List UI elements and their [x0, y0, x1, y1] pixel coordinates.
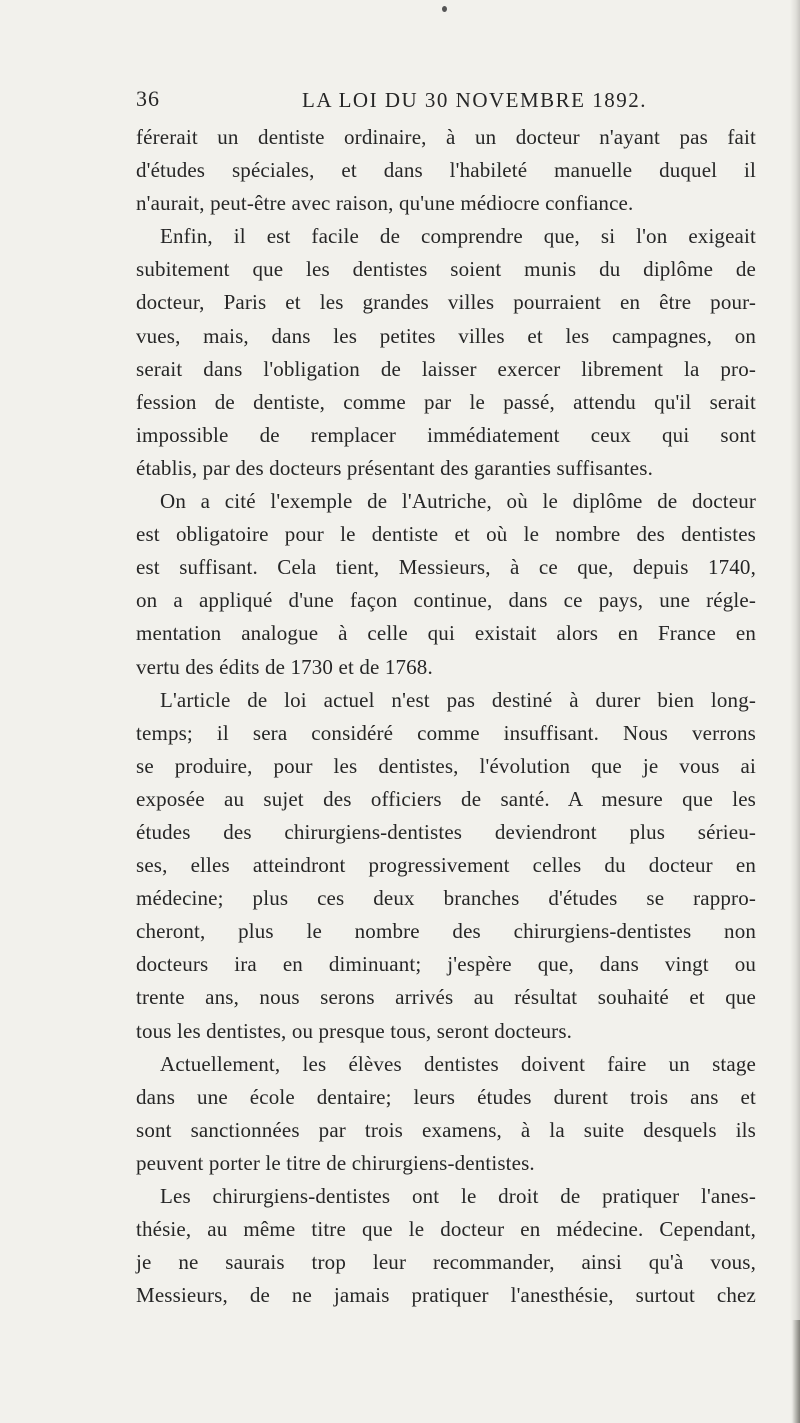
- text-line: dans une école dentaire; leurs études durent trois ans et: [136, 1084, 756, 1109]
- text-line: je ne saurais trop leur recommander, ainsi qu'à vous,: [136, 1250, 756, 1275]
- text-line: subitement que les dentistes soient munis du diplôme de: [136, 257, 756, 282]
- text-line: on a appliqué d'une façon continue, dans ce pays, une régle-: [136, 588, 756, 613]
- text-line: docteur, Paris et les grandes villes pourraient en être pour-: [136, 290, 756, 315]
- text-line: serait dans l'obligation de laisser exercer librement la pro-: [136, 356, 756, 381]
- text-line: Les chirurgiens-dentistes ont le droit de pratiquer l'anes-: [160, 1184, 756, 1208]
- page-number: 36: [136, 86, 160, 111]
- text-line: férerait un dentiste ordinaire, à un docteur n'ayant pas fait: [136, 125, 756, 149]
- text-line: exposée au sujet des officiers de santé. A mesure que les: [136, 786, 756, 811]
- text-line: n'aurait, peut-être avec raison, qu'une médiocre confiance.: [136, 191, 634, 216]
- body-text: [136, 121, 756, 1312]
- text-line: On a cité l'exemple de l'Autriche, où le diplôme de docteur: [160, 489, 756, 514]
- page-edge-shadow: [790, 0, 800, 1423]
- page-header: [136, 86, 736, 116]
- text-line: vertu des édits de 1730 et de 1768.: [136, 654, 433, 679]
- text-line: cheront, plus le nombre des chirurgiens-dentistes non: [136, 919, 756, 944]
- text-line: impossible de remplacer immédiatement ceux qui sont: [136, 422, 756, 447]
- text-line: est suffisant. Cela tient, Messieurs, à ce que, depuis 1740,: [136, 555, 756, 580]
- text-line: trente ans, nous serons arrivés au résultat souhaité et que: [136, 985, 756, 1010]
- text-line: Enfin, il est facile de comprendre que, si l'on exigeait: [160, 224, 756, 249]
- text-line: études des chirurgiens-dentistes deviendront plus sérieu-: [136, 819, 756, 844]
- text-line: établis, par des docteurs présentant des garanties suffisantes.: [136, 455, 653, 480]
- text-line: Actuellement, les élèves dentistes doivent faire un stage: [160, 1051, 756, 1076]
- text-line: médecine; plus ces deux branches d'études se rappro-: [136, 886, 756, 911]
- running-title: LA LOI DU 30 NOVEMBRE 1892.: [302, 88, 647, 112]
- text-line: docteurs ira en diminuant; j'espère que, dans vingt ou: [136, 952, 756, 977]
- text-line: mentation analogue à celle qui existait alors en France en: [136, 621, 756, 646]
- text-line: fession de dentiste, comme par le passé, attendu qu'il serait: [136, 389, 756, 414]
- text-line: Messieurs, de ne jamais pratiquer l'anesthésie, surtout chez: [136, 1283, 756, 1308]
- text-line: peuvent porter le titre de chirurgiens-dentistes.: [136, 1150, 535, 1175]
- page-edge-stain: [792, 1320, 800, 1423]
- text-line: temps; il sera considéré comme insuffisant. Nous verrons: [136, 720, 756, 745]
- text-line: vues, mais, dans les petites villes et les campagnes, on: [136, 323, 756, 348]
- text-line: thésie, au même titre que le docteur en médecine. Cependant,: [136, 1217, 756, 1242]
- text-line: tous les dentistes, ou presque tous, seront docteurs.: [136, 1018, 573, 1043]
- text-line: se produire, pour les dentistes, l'évolution que je vous ai: [136, 753, 756, 778]
- text-line: est obligatoire pour le dentiste et où le nombre des dentistes: [136, 522, 756, 547]
- text-line: sont sanctionnées par trois examens, à la suite desquels ils: [136, 1117, 756, 1142]
- text-line: d'études spéciales, et dans l'habileté manuelle duquel il: [136, 158, 756, 183]
- ink-speck: [442, 6, 447, 12]
- text-line: ses, elles atteindront progressivement celles du docteur en: [136, 853, 756, 878]
- text-line: L'article de loi actuel n'est pas destiné à durer bien long-: [160, 687, 756, 712]
